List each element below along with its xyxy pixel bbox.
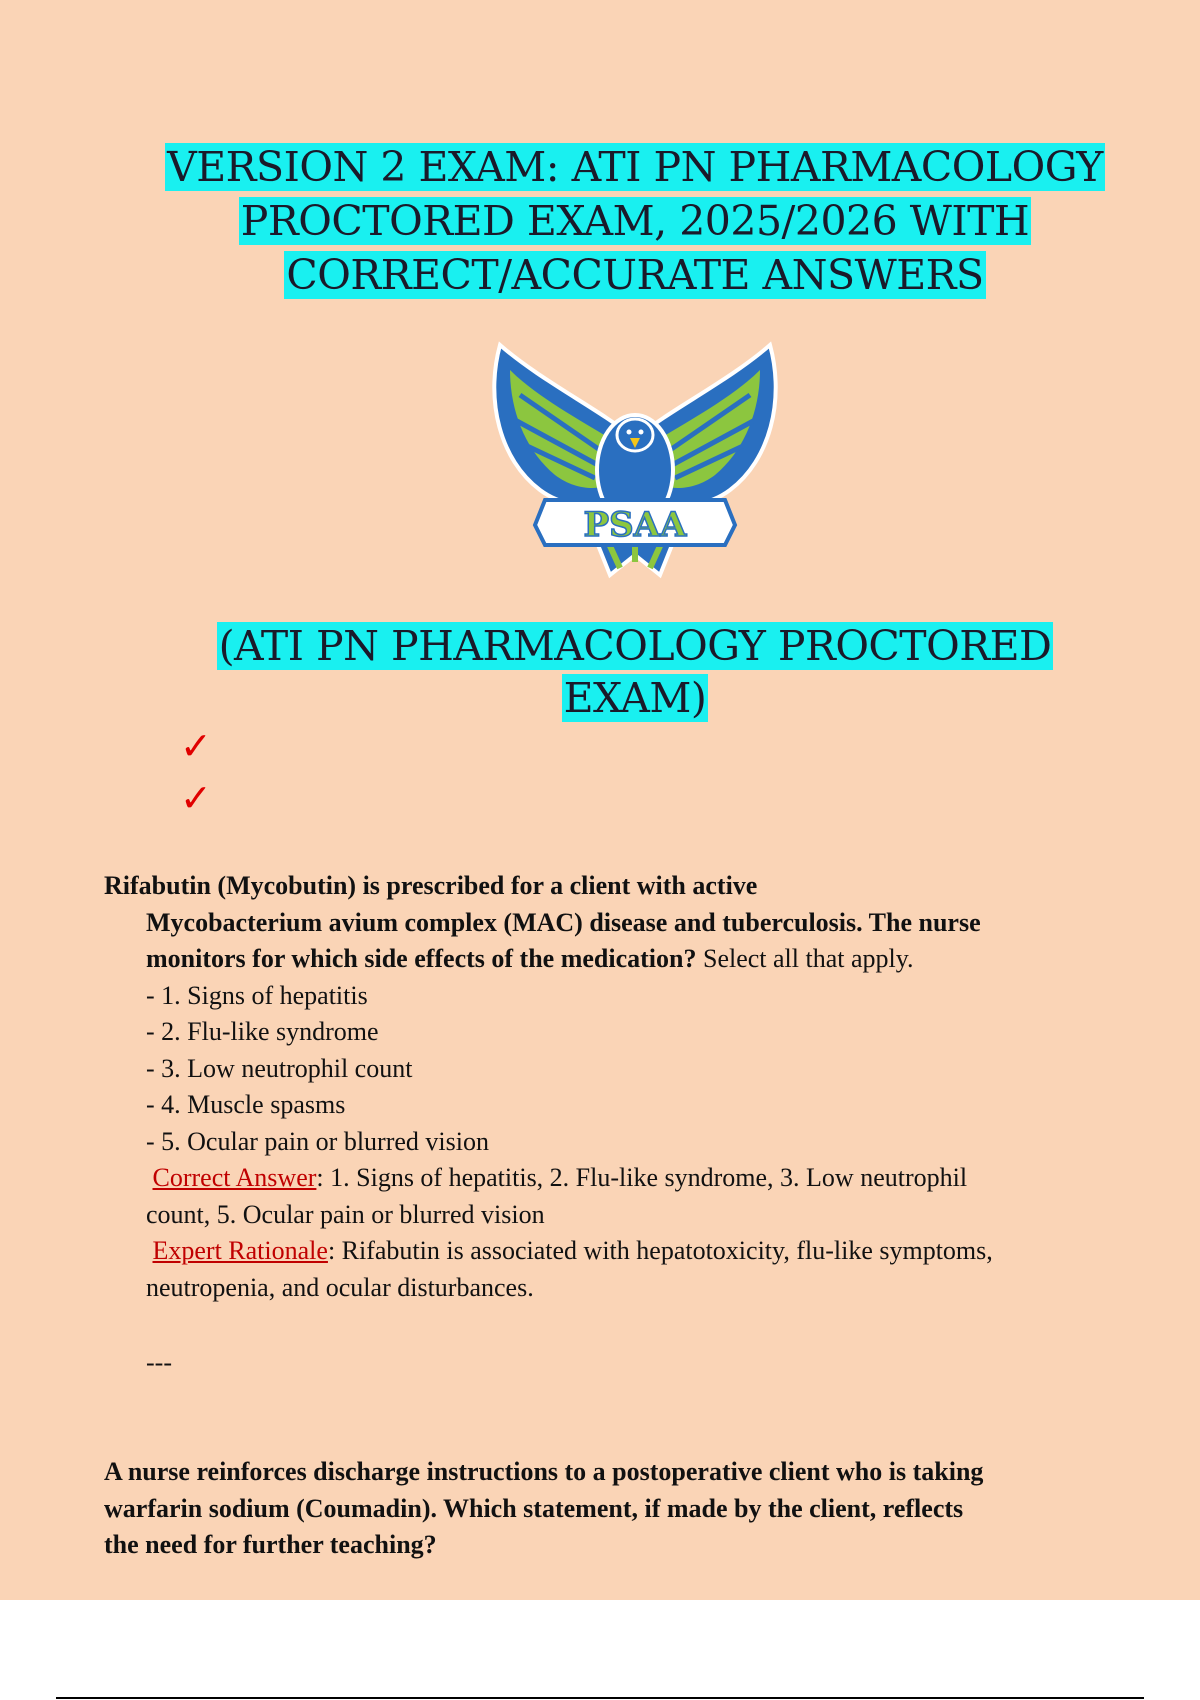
title-line-3: CORRECT/ACCURATE ANSWERS [286, 251, 984, 299]
question-2-line-2: warfarin sodium (Coumadin). Which statement, if made by the client, reflects [104, 1493, 964, 1523]
answer-option: - 5. Ocular pain or blurred vision [146, 1126, 489, 1156]
checkmark-icon: ✓ [180, 776, 212, 820]
title-line-2: PROCTORED EXAM, 2025/2026 WITH [240, 197, 1030, 245]
correct-answer-continuation: count, 5. Ocular pain or blurred vision [146, 1199, 545, 1229]
subtitle-line-1: (ATI PN PHARMACOLOGY PROCTORED [218, 622, 1052, 670]
answer-option: - 1. Signs of hepatitis [146, 980, 368, 1010]
document-subtitle [160, 620, 1110, 724]
eagle-logo-icon [480, 340, 790, 590]
title-line-1: VERSION 2 EXAM: ATI PN PHARMACOLOGY [167, 143, 1103, 191]
expert-rationale-label: Expert Rationale [152, 1236, 328, 1265]
answer-option: - 4. Muscle spasms [146, 1090, 346, 1119]
checkmark-icon: ✓ [180, 724, 212, 768]
question-1-stem-line-2: Mycobacterium avium complex (MAC) disease and tuberculosis. The nurse [146, 907, 981, 937]
question-1-stem-line-1: Rifabutin (Mycobutin) is prescribed for a client with active [104, 871, 758, 900]
expert-rationale [104, 1233, 1104, 1270]
question-2-line-3: the need for further teaching? [104, 1530, 437, 1559]
logo-text: PSAA [583, 505, 687, 545]
expert-rationale-text: : Rifabutin is associated with hepatotoxicity, flu-like symptoms, [327, 1236, 993, 1265]
answer-option: - 2. Flu-like syndrome [146, 1017, 379, 1046]
document-title [120, 140, 1150, 302]
section-separator: --- [146, 1348, 172, 1377]
question-1-stem-line-3: monitors for which side effects of the medication? [146, 944, 697, 973]
question-2 [104, 1454, 1104, 1564]
correct-answer-label: Correct Answer [152, 1163, 317, 1192]
correct-answer [104, 1160, 1104, 1197]
subtitle-line-2: EXAM) [563, 674, 707, 722]
footer-rule [56, 1697, 1144, 1699]
expert-rationale-continuation: neutropenia, and ocular disturbances. [146, 1272, 534, 1302]
select-all-instruction: Select all that apply. [696, 944, 914, 973]
answer-option: - 3. Low neutrophil count [146, 1053, 413, 1083]
correct-answer-text: : 1. Signs of hepatitis, 2. Flu-like syndrome, 3. Low neutrophil [316, 1163, 968, 1192]
question-1 [104, 868, 1104, 1306]
question-2-line-1: A nurse reinforces discharge instructions to a postoperative client who is taking [104, 1457, 984, 1486]
